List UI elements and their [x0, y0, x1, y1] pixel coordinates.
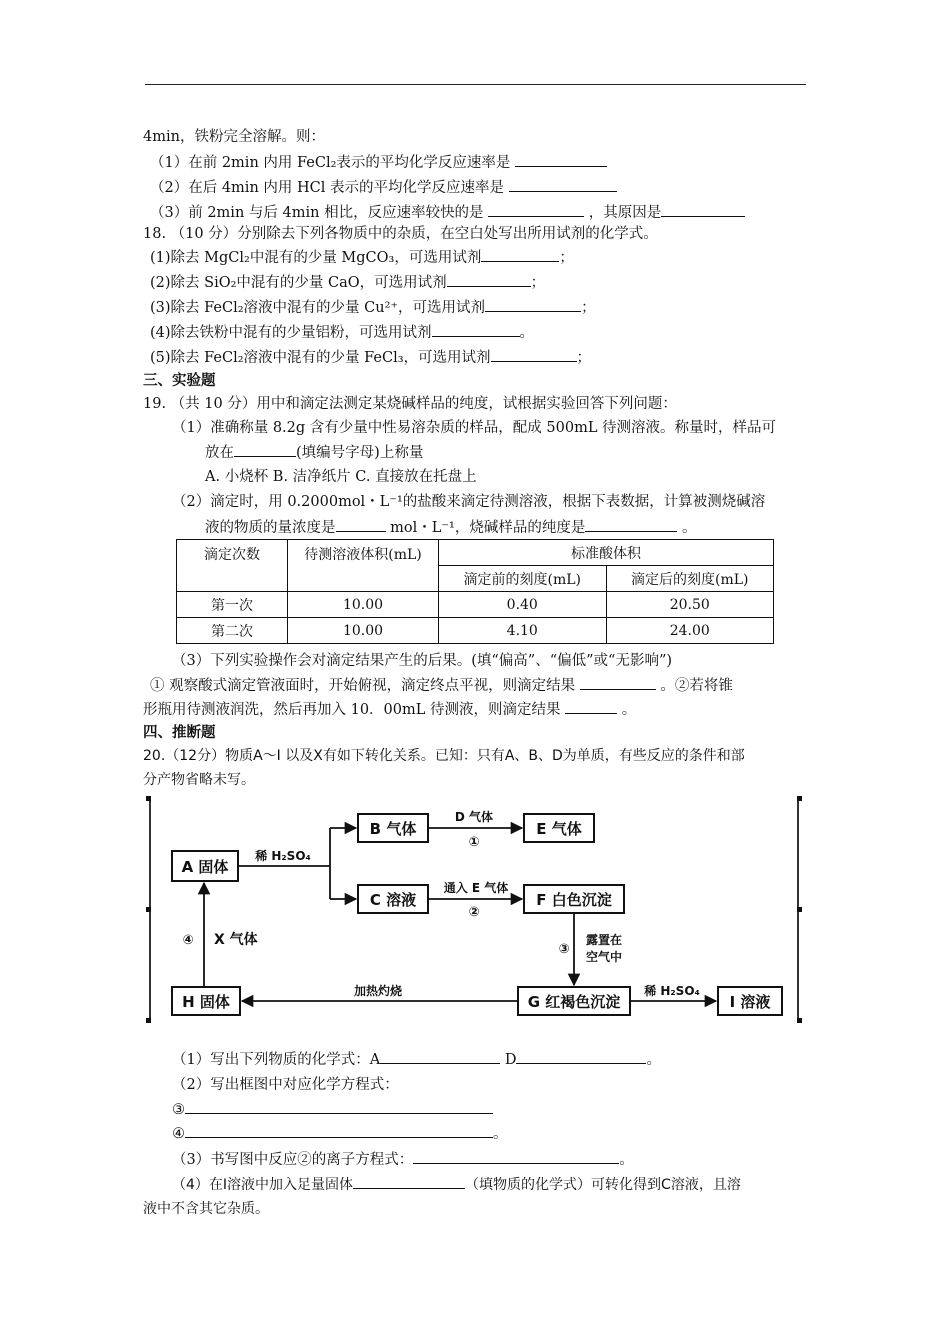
question-19-3-a: ① 观察酸式滴定管液面时，开始俯视，滴定终点平视，则滴定结果 。②若将锥	[150, 675, 733, 696]
cell-before: 0.40	[439, 592, 607, 618]
question-18: 18. （10 分）分别除去下列各物质中的杂质，在空白处写出所用试剂的化学式。	[143, 226, 658, 242]
label-reaction-3: ③	[558, 942, 570, 957]
question-20-1: （1）写出下列物质的化学式：A D 。	[172, 1049, 661, 1070]
answer-blank[interactable]	[380, 1049, 500, 1064]
label-dilute-acid: 稀 H₂SO₄	[255, 849, 311, 863]
label-heat: 加热灼烧	[353, 984, 403, 998]
section-3-heading: 三、实验题	[143, 372, 216, 389]
table-row	[177, 592, 774, 618]
question-19-options: A. 小烧杯 B. 洁净纸片 C. 直接放在托盘上	[205, 469, 477, 485]
question-18-1: (1)除去 MgCl₂中混有的少量 MgCO₃，可选用试剂 ；	[150, 247, 574, 268]
label-c: C 溶液	[369, 891, 417, 909]
answer-blank[interactable]	[185, 1123, 493, 1138]
answer-blank[interactable]	[353, 1174, 465, 1189]
cell-volume: 10.00	[288, 592, 439, 618]
question-18-5: (5)除去 FeCl₂溶液中混有的少量 FeCl₃，可选用试剂 ；	[150, 347, 591, 368]
cell-label: 第一次	[177, 592, 288, 618]
conversion-diagram	[148, 796, 800, 1022]
question-19-2: （2）滴定时，用 0.2000mol・L⁻¹的盐酸来滴定待测溶液，根据下表数据，计算被测烧碱溶	[172, 494, 766, 510]
text-line: 4min，铁粉完全溶解。则：	[143, 129, 325, 145]
question-18-4: (4)除去铁粉中混有的少量铝粉，可选用试剂 。	[150, 322, 534, 343]
answer-blank[interactable]	[488, 202, 584, 217]
answer-blank[interactable]	[432, 322, 520, 337]
answer-blank[interactable]	[580, 675, 656, 690]
header-before: 滴定前的刻度(mL)	[439, 566, 607, 592]
question-20: 20.（12分）物质A～I 以及X有如下转化关系。已知：只有A、B、D为单质，有些反应的条件和部	[143, 748, 745, 764]
cell-before: 4.10	[439, 618, 607, 644]
answer-blank[interactable]	[515, 152, 607, 167]
question-19-1-cont: 放在 (填编号字母)上称量	[205, 442, 423, 463]
question-20-4: （4）在I溶液中加入足量固体 （填物质的化学式）可转化得到C溶液，且溶	[172, 1174, 741, 1195]
label-reaction-4: ④	[182, 933, 194, 948]
question-20-cont: 分产物省略未写。	[143, 772, 255, 788]
resize-handle[interactable]	[797, 796, 802, 801]
answer-blank[interactable]	[481, 247, 559, 262]
answer-blank[interactable]	[516, 1049, 646, 1064]
question-20-2: （2）写出框图中对应化学方程式：	[172, 1077, 399, 1093]
answer-blank[interactable]	[336, 517, 386, 532]
resize-handle[interactable]	[146, 796, 151, 801]
label-reaction-2: ②	[468, 905, 480, 920]
question-19-3: （3）下列实验操作会对滴定结果产生的后果。(填“偏高”、“偏低”或“无影响”)	[172, 653, 673, 669]
answer-blank[interactable]	[565, 699, 617, 714]
answer-blank[interactable]	[585, 517, 677, 532]
cell-after: 24.00	[606, 618, 774, 644]
section-4-heading: 四、推断题	[143, 724, 216, 741]
label-e: E 气体	[536, 820, 582, 838]
header-after: 滴定后的刻度(mL)	[606, 566, 774, 592]
label-pass-e: 通入 E 气体	[443, 881, 509, 895]
question-19-1: （1）准确称量 8.2g 含有少量中性易溶杂质的样品，配成 500mL 待测溶液。称量时，样品可	[172, 420, 777, 436]
answer-blank[interactable]	[661, 202, 745, 217]
answer-blank[interactable]	[509, 177, 617, 192]
question-19-3-b: 形瓶用待测液润洗，然后再加入 10．00mL 待测液，则滴定结果 。	[143, 699, 636, 720]
titration-table	[176, 539, 774, 644]
resize-handle[interactable]	[797, 1018, 802, 1023]
header-rule	[145, 84, 806, 85]
table-row	[177, 618, 774, 644]
header-count: 滴定次数	[177, 540, 288, 592]
question-19: 19. （共 10 分）用中和滴定法测定某烧碱样品的纯度，试根据实验回答下列问题：	[143, 396, 677, 412]
question-17-3: （3）前 2min 与后 4min 相比，反应速率较快的是 ，其原因是	[150, 202, 745, 223]
label-a: A 固体	[181, 858, 229, 876]
resize-handle[interactable]	[146, 907, 151, 912]
label-x-gas: X 气体	[214, 932, 258, 948]
label-g: G 红褐色沉淀	[527, 993, 621, 1011]
label-reaction-1: ①	[468, 835, 480, 850]
answer-blank[interactable]	[185, 1099, 493, 1114]
label-d-gas: D 气体	[454, 810, 494, 824]
label-h: H 固体	[182, 993, 230, 1011]
answer-blank[interactable]	[485, 297, 581, 312]
label-f: F 白色沉淀	[536, 891, 612, 909]
question-20-4-cont: 液中不含其它杂质。	[143, 1201, 269, 1217]
label-expose: 露置在	[586, 933, 623, 947]
resize-handle[interactable]	[797, 907, 802, 912]
question-17-2: （2）在后 4min 内用 HCl 表示的平均化学反应速率是	[150, 177, 617, 198]
answer-blank[interactable]	[413, 1149, 619, 1164]
label-dilute-acid-2: 稀 H₂SO₄	[644, 984, 700, 998]
cell-volume: 10.00	[288, 618, 439, 644]
label-air: 空气中	[586, 950, 623, 964]
answer-blank[interactable]	[491, 347, 577, 362]
resize-handle[interactable]	[146, 1018, 151, 1023]
question-17-1: （1）在前 2min 内用 FeCl₂表示的平均化学反应速率是	[150, 152, 607, 173]
question-20-2-a: ③	[172, 1099, 493, 1120]
question-18-3: (3)除去 FeCl₂溶液中混有的少量 Cu²⁺，可选用试剂 ；	[150, 297, 596, 318]
question-19-2-cont: 液的物质的量浓度是 mol・L⁻¹，烧碱样品的纯度是 。	[205, 517, 696, 538]
question-20-2-b: ④ 。	[172, 1123, 508, 1144]
cell-after: 20.50	[606, 592, 774, 618]
question-20-3: （3）书写图中反应②的离子方程式： 。	[172, 1149, 634, 1170]
diagram-svg	[148, 796, 800, 1022]
answer-blank[interactable]	[234, 442, 296, 457]
question-18-2: (2)除去 SiO₂中混有的少量 CaO，可选用试剂 ；	[150, 272, 545, 293]
header-acid: 标准酸体积	[439, 540, 774, 566]
label-i: I 溶液	[729, 993, 771, 1011]
header-volume: 待测溶液体积(mL)	[288, 540, 439, 592]
cell-label: 第二次	[177, 618, 288, 644]
label-b: B 气体	[369, 820, 417, 838]
answer-blank[interactable]	[447, 272, 531, 287]
